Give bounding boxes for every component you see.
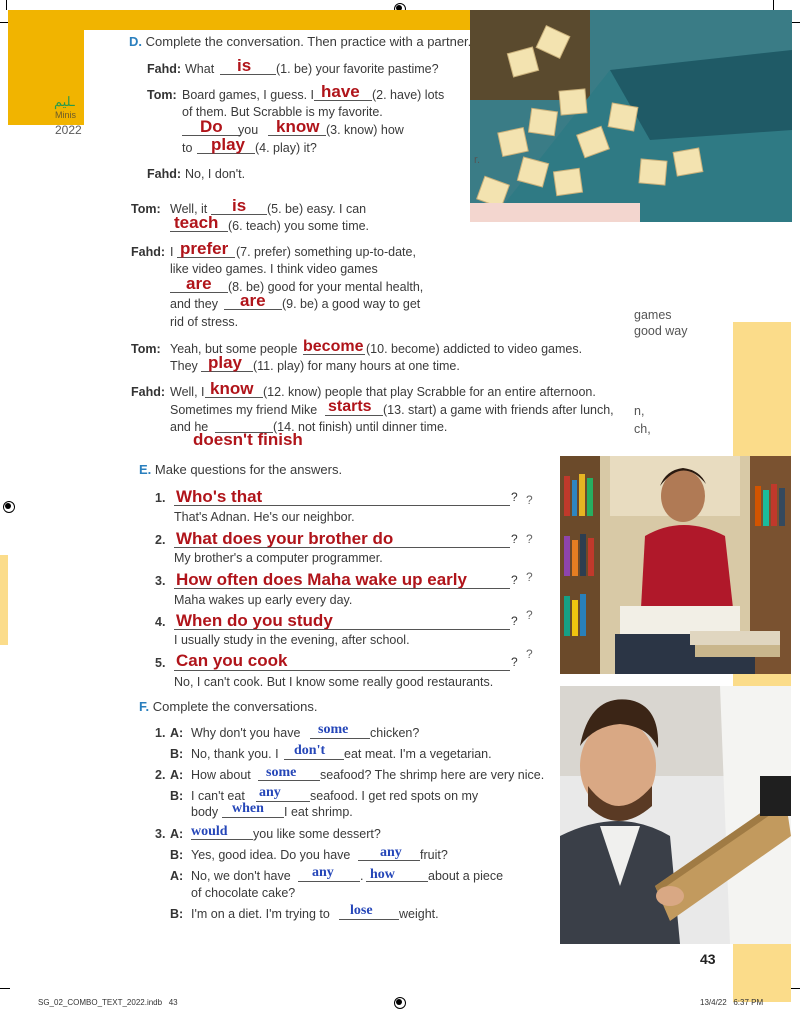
margin-arabic-text: ـليم (54, 94, 75, 109)
speaker-fahd: Fahd: (147, 167, 182, 181)
footer-date: 13/4/22 6:37 PM (700, 998, 764, 1007)
d-line-15b: (11. play) for many hours at one time. (253, 359, 460, 373)
section-f-instruction-text: Complete the conversations. (152, 699, 318, 714)
speaker-b: B: (170, 789, 184, 803)
d-line-7a: Well, it (170, 202, 208, 216)
d-line-13: rid of stress. (170, 315, 239, 329)
d-line-10: like video games. I think video games (170, 262, 378, 276)
d-line-12a: and they (170, 297, 218, 311)
section-d-letter: D. (129, 34, 142, 49)
crop-mark (790, 988, 800, 989)
f-line-10a: I'm on a diet. I'm trying to (191, 907, 330, 921)
d-line-2a: Board games, I guess. I (182, 88, 315, 102)
underlay-games: games (634, 308, 672, 322)
e-question-mark: ? (526, 532, 533, 546)
f-line-4a: I can't eat (191, 789, 245, 803)
e-item-number: 5. (155, 656, 166, 670)
e-answer-3: How often does Maha wake up early (176, 570, 467, 589)
crop-mark (0, 988, 10, 989)
pale-yellow-left-bar (0, 555, 8, 645)
restaurant-photo (560, 686, 791, 944)
answer-2: have (321, 82, 360, 101)
answer-10: are (240, 291, 266, 310)
f-answer-10: lose (350, 903, 373, 918)
answer-12: play (208, 353, 243, 372)
d-line-6: No, I don't. (185, 167, 246, 181)
section-e-instruction (139, 462, 342, 477)
e-question-mark: ? (511, 573, 518, 587)
d-line-5a: to (182, 141, 193, 155)
e-answer-2: What does your brother do (176, 529, 394, 548)
f-line-7b: fruit? (420, 848, 448, 862)
speaker-tom: Tom: (131, 342, 161, 356)
e-question-mark: ? (511, 532, 518, 546)
answer-11: become (303, 338, 364, 355)
f-answer-1: some (318, 722, 349, 737)
f-line-5a: body (191, 805, 219, 819)
e-item-number: 1. (155, 491, 166, 505)
d-line-4a: you (238, 123, 259, 137)
d-line-8: (6. teach) you some time. (228, 219, 370, 233)
e-item-number: 4. (155, 615, 166, 629)
d-line-4b: (3. know) how (326, 123, 404, 137)
f-answer-8: any (312, 865, 334, 880)
d-line-15a: They (170, 359, 198, 373)
f-answer-6: would (191, 824, 228, 839)
student-library-photo (560, 456, 791, 674)
answer-15: doesn't finish (193, 430, 303, 449)
e-answer-4: When do you study (176, 611, 333, 630)
e-question-mark: ? (526, 608, 533, 622)
f-answer-2: don't (294, 743, 326, 758)
d-line-5b: (4. play) it? (255, 141, 317, 155)
e-blank-3 (174, 588, 510, 589)
registration-mark-bottom (393, 996, 407, 1010)
f-line-1a: Why don't you have (191, 726, 301, 740)
speaker-b: B: (170, 848, 184, 862)
e-question-mark: ? (511, 490, 518, 504)
e-blank-5 (174, 670, 510, 671)
f-line-5b: I eat shrimp. (284, 805, 353, 819)
d-line-14a: Yeah, but some people (170, 342, 298, 356)
crop-mark (6, 0, 7, 10)
speaker-a: A: (170, 726, 184, 740)
d-line-3: of them. But Scrabble is my favorite. (182, 105, 383, 119)
e-prompt-1: That's Adnan. He's our neighbor. (174, 510, 355, 524)
answer-9: are (186, 274, 212, 293)
underlay-good-way: good way (634, 324, 688, 338)
scrabble-photo (470, 10, 792, 222)
speaker-fahd: Fahd: (131, 385, 166, 399)
f-blank-5 (222, 817, 284, 818)
e-question-mark: ? (526, 493, 533, 507)
f-answer-4: any (259, 785, 281, 800)
e-question-mark: ? (526, 570, 533, 584)
speaker-tom: Tom: (131, 202, 161, 216)
answer-3: Do (200, 117, 223, 136)
f-line-1b: chicken? (370, 726, 420, 740)
d-line-2b: (2. have) lots (372, 88, 445, 102)
e-item-number: 3. (155, 574, 166, 588)
f-line-8a: No, we don't have (191, 869, 291, 883)
e-answer-5: Can you cook (176, 651, 288, 670)
f-line-10b: weight. (399, 907, 439, 921)
section-f-letter: F. (139, 699, 150, 714)
d-line-17a: Sometimes my friend Mike (170, 403, 318, 417)
d-line-16b: (12. know) people that play Scrabble for an entire afternoon. (263, 385, 596, 399)
speaker-b: B: (170, 907, 184, 921)
e-prompt-5: No, I can't cook. But I know some really good restaurants. (174, 675, 494, 689)
f-answer-5: when (232, 801, 264, 816)
answer-7: teach (174, 213, 219, 232)
d-line-18a: and he (170, 420, 209, 434)
d-line-1a: What (185, 62, 215, 76)
answer-13: know (210, 379, 254, 398)
e-prompt-4: I usually study in the evening, after school. (174, 633, 410, 647)
f-line-2b: eat meat. I'm a vegetarian. (344, 747, 492, 761)
e-question-mark: ? (526, 647, 533, 661)
f-blank-2 (284, 759, 344, 760)
answer-4: know (276, 117, 320, 136)
e-question-mark: ? (511, 614, 518, 628)
f-line-2a: No, thank you. I (191, 747, 279, 761)
speaker-a: A: (170, 768, 184, 782)
e-question-mark: ? (511, 655, 518, 669)
f-blank-1 (310, 738, 370, 739)
e-item-number: 2. (155, 533, 166, 547)
e-prompt-2: My brother's a computer programmer. (174, 551, 383, 565)
d-line-17b: (13. start) a game with friends after lunch, (383, 403, 614, 417)
f-item-number: 1. (155, 726, 166, 740)
f-answer-3: some (266, 765, 297, 780)
speaker-a: A: (170, 869, 184, 883)
e-blank-2 (174, 547, 510, 548)
speaker-b: B: (170, 747, 184, 761)
registration-mark-left (2, 500, 16, 514)
answer-14: starts (328, 398, 372, 415)
margin-latin-text: Minis (55, 110, 77, 120)
f-line-4b: seafood. I get red spots on my (310, 789, 479, 803)
d-line-16a: Well, I (170, 385, 205, 399)
d-line-1b: (1. be) your favorite pastime? (276, 62, 439, 76)
speaker-fahd: Fahd: (147, 62, 182, 76)
margin-year-text: 2022 (55, 123, 82, 137)
section-e-letter: E. (139, 462, 152, 477)
answer-8: prefer (180, 239, 229, 258)
page-number: 43 (700, 951, 716, 967)
f-line-3a: How about (191, 768, 251, 782)
section-d-instruction (129, 34, 471, 49)
underlay-r: r. (474, 154, 481, 166)
d-line-14b: (10. become) addicted to video games. (366, 342, 583, 356)
f-answer-9: how (370, 867, 395, 882)
answer-6: is (232, 196, 247, 215)
footer-file-name: SG_02_COMBO_TEXT_2022.indb 43 (38, 998, 178, 1007)
e-blank-4 (174, 629, 510, 630)
section-e-instruction-text: Make questions for the answers. (154, 462, 343, 477)
speaker-a: A: (170, 827, 184, 841)
f-line-8c: about a piece (428, 869, 504, 883)
f-line-8b: . (360, 869, 364, 883)
f-line-9: of chocolate cake? (191, 886, 296, 900)
speaker-tom: Tom: (147, 88, 177, 102)
section-d-instruction-text: Complete the conversation. Then practice with a partner. (145, 34, 472, 49)
d-line-18b: (14. not finish) until dinner time. (273, 420, 448, 434)
d-line-7b: (5. be) easy. I can (267, 202, 367, 216)
d-line-12b: (9. be) a good way to get (282, 297, 421, 311)
f-item-number: 2. (155, 768, 166, 782)
f-blank-10 (339, 919, 399, 920)
f-line-6: you like some dessert? (253, 827, 381, 841)
underlay-ch: ch, (634, 422, 651, 436)
f-blank-4 (256, 801, 310, 802)
f-line-3b: seafood? The shrimp here are very nice. (320, 768, 545, 782)
speaker-fahd: Fahd: (131, 245, 166, 259)
underlay-n: n, (634, 404, 645, 418)
e-prompt-3: Maha wakes up early every day. (174, 593, 353, 607)
d-line-9a: I (170, 245, 174, 259)
f-line-7a: Yes, good idea. Do you have (191, 848, 351, 862)
f-blank-8 (298, 881, 360, 882)
e-blank-1 (174, 505, 510, 506)
f-answer-7: any (380, 845, 402, 860)
e-answer-1: Who's that (176, 487, 263, 506)
d-line-11: (8. be) good for your mental health, (228, 280, 424, 294)
answer-1: is (237, 56, 252, 75)
d-line-9b: (7. prefer) something up-to-date, (236, 245, 416, 259)
answer-5: play (211, 135, 246, 154)
section-f-instruction (139, 699, 318, 714)
f-item-number: 3. (155, 827, 166, 841)
